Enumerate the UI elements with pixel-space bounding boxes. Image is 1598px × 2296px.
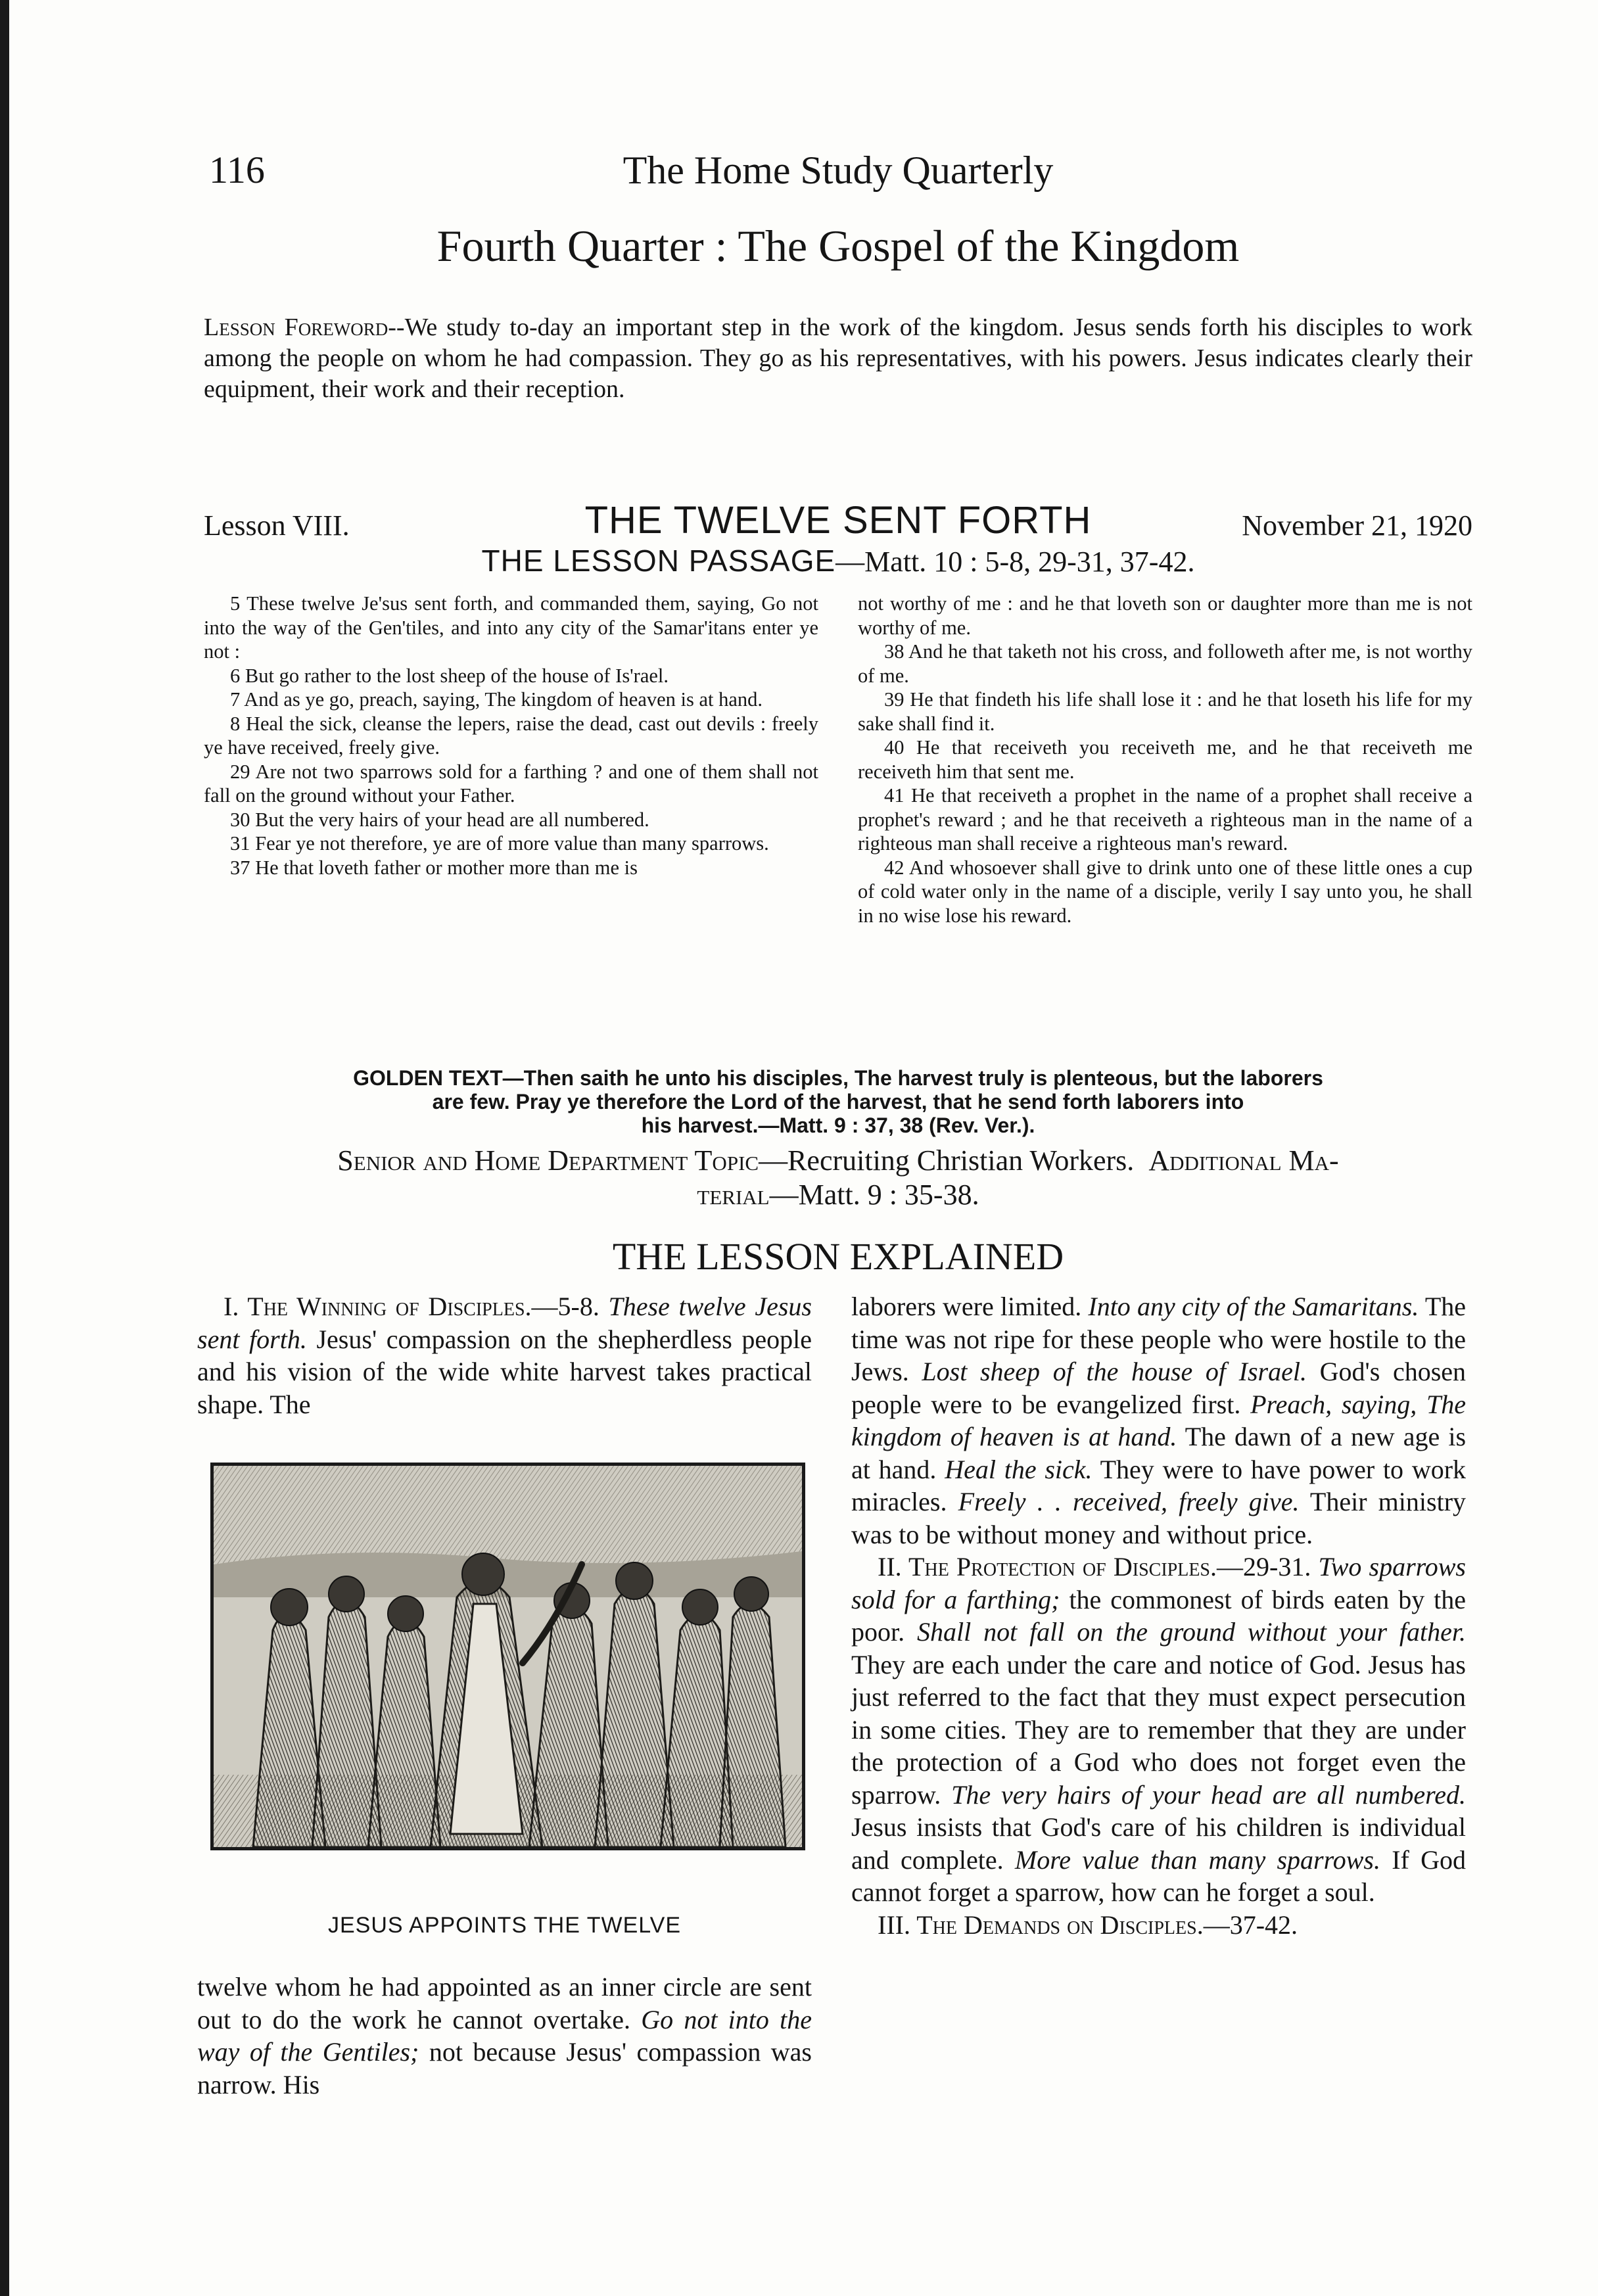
verse: 37 He that loveth father or mother more than me is — [230, 856, 638, 879]
binding-edge — [0, 0, 9, 2296]
body-text: laborers were limited. — [851, 1292, 1082, 1321]
quote: Freely . . received, freely give. — [958, 1487, 1300, 1516]
lesson-date: November 21, 1920 — [1242, 509, 1472, 542]
page-header — [197, 148, 1479, 200]
explained-column-right — [851, 1290, 1466, 1941]
verse: 42 And whosoever shall give to drink unto one of these little ones a cup of cold water only in the name of a disciple, verily I say unto you, he shall in no wise lose his reward. — [858, 856, 1472, 927]
quote: Shall not fall on the ground without your father. — [917, 1617, 1466, 1647]
additional-material-label: Additional Ma- — [1148, 1144, 1339, 1177]
verse: 39 He that findeth his life shall lose it : and he that loseth his life for my sake shall find it. — [858, 688, 1472, 735]
explained-column-left-bottom — [197, 1971, 812, 2101]
foreword-text: --We study to-day an important step in the work of the kingdom. Jesus sends forth his disciples to work among the people on whom he had compassion. They go as his representatives, with his powers. Jesus indicates clearly their equipment, their work and their reception. — [204, 314, 1473, 403]
quote: These twelve Jesus sent forth. — [197, 1292, 812, 1354]
body-text: Their ministry was to be without money and without price. — [851, 1487, 1467, 1549]
subsection-ref: —5-8. — [531, 1292, 599, 1321]
verse: 6 But go rather to the lost sheep of the house of Is'rael. — [230, 664, 669, 687]
verse: 8 Heal the sick, cleanse the lepers, raise the dead, cast out devils : freely ye have received, freely give. — [204, 712, 818, 759]
section-heading: THE LESSON EXPLAINED — [612, 1235, 1064, 1278]
verse: 30 But the very hairs of your head are all numbered. — [230, 808, 649, 831]
subsection-heading: I. The Winning of Disciples. — [223, 1292, 532, 1321]
page-number: 116 — [209, 149, 265, 191]
quote: Lost sheep of the house of Israel. — [922, 1357, 1307, 1386]
quote: Into any city of the Samaritans. — [1088, 1292, 1419, 1321]
foreword-label: Lesson Foreword — [204, 314, 388, 341]
body-text: They are each under the care and notice of God. Jesus has just referred to the fact that they must expect persecution in some cities. They are to remember that they are under the protection of a God who does not forget even the sparrow. — [851, 1649, 1466, 1810]
illustration-engraving — [210, 1463, 805, 1850]
verse: 5 These twelve Je'sus sent forth, and commanded them, saying, Go not into the way of the Gen'tiles, and into any city of the Samar'itans enter ye not : — [204, 592, 818, 663]
golden-text-line: GOLDEN TEXT—Then saith he unto his disciples, The harvest truly is plenteous, but the laborers — [353, 1066, 1323, 1090]
quote: The very hairs of your head are all numbered. — [951, 1779, 1466, 1810]
body-text: Jesus insists that God's care of his children is individual and complete. — [851, 1812, 1466, 1875]
illustration-art — [214, 1466, 802, 1847]
verse: 29 Are not two sparrows sold for a farthing ? and one of them shall not fall on the ground without your Father. — [204, 760, 818, 807]
passage-label: THE LESSON PASSAGE — [481, 544, 836, 578]
verse: 40 He that receiveth you receiveth me, and he that receiveth me receiveth him that sent me. — [858, 736, 1472, 783]
quarter-title: Fourth Quarter : The Gospel of the Kingdom — [436, 221, 1240, 271]
body-text: twelve whom he had appointed as an inner circle are sent out to do the work he cannot overtake. — [197, 1972, 812, 2034]
subsection-heading: III. The Demands on Disciples. — [878, 1909, 1204, 1940]
body-text: The time was not ripe for these people who were hostile to the Jews. — [851, 1292, 1466, 1386]
lesson-title: THE TWELVE SENT FORTH — [584, 499, 1092, 542]
body-text: If God cannot forget a sparrow, how can he forget a soul. — [851, 1844, 1466, 1907]
additional-material-ref: —Matt. 9 : 35-38. — [769, 1179, 979, 1211]
passage-ref: —Matt. 10 : 5-8, 29-31, 37-42. — [835, 546, 1195, 578]
lesson-number: Lesson VIII. — [204, 509, 350, 542]
additional-material-label-cont: terial — [697, 1179, 770, 1211]
quote: Preach, saying, The kingdom of heaven is at hand. — [851, 1389, 1467, 1451]
body-text: They were to have power to work miracles. — [851, 1454, 1467, 1516]
verse: 41 He that receiveth a prophet in the name of a prophet shall receive a prophet's reward ; and he that receiveth a righteous man in the name of a righteous man shall receive a righteous man's reward. — [858, 784, 1472, 855]
lesson-heading-row — [204, 496, 1472, 542]
golden-text-line: are few. Pray ye therefore the Lord of the harvest, that he send forth laborers into — [432, 1090, 1244, 1113]
verse: 38 And he that taketh not his cross, and followeth after me, is not worthy of me. — [858, 640, 1472, 687]
scripture-column-right — [858, 592, 1472, 927]
body-text: God's chosen people were to be evangelized first. — [851, 1357, 1467, 1419]
running-title: The Home Study Quarterly — [623, 149, 1054, 192]
subsection-heading: II. The Protection of Disciples. — [878, 1552, 1217, 1581]
department-topic — [197, 1144, 1479, 1212]
quote: Go not into the way of the Gentiles; — [197, 2004, 812, 2067]
body-text: The dawn of a new age is at hand. — [851, 1422, 1467, 1484]
scripture-passage — [204, 592, 1472, 1091]
quote: More value than many sparrows. — [1014, 1844, 1380, 1875]
golden-text — [197, 1066, 1479, 1137]
lesson-foreword — [204, 312, 1472, 405]
illustration-caption: JESUS APPOINTS THE TWELVE — [327, 1913, 682, 1938]
lesson-passage — [197, 543, 1479, 578]
topic-text: —Recruiting Christian Workers. — [759, 1144, 1135, 1177]
topic-label: Senior and Home Department Topic — [337, 1144, 759, 1177]
verse: 7 And as ye go, preach, saying, The kingdom of heaven is at hand. — [230, 688, 763, 711]
quote: Heal the sick. — [945, 1454, 1093, 1484]
body-text: the commonest of birds eaten by the poor. — [851, 1584, 1467, 1647]
subsection-ref: —37-42. — [1203, 1909, 1298, 1940]
verse: 31 Fear ye not therefore, ye are of more value than many sparrows. — [230, 832, 769, 855]
scripture-column-left — [204, 592, 818, 879]
body-text: Jesus' compassion on the shepherdless people and his vision of the wide white harvest takes practical shape. The — [197, 1324, 812, 1419]
verse-continuation: not worthy of me : and he that loveth son or daughter more than me is not worthy of me. — [858, 592, 1472, 639]
explained-column-left — [197, 1290, 812, 1420]
golden-text-line: his harvest.—Matt. 9 : 37, 38 (Rev. Ver.). — [641, 1113, 1035, 1137]
body-text: not because Jesus' compassion was narrow. His — [197, 2037, 812, 2099]
quote: Two sparrows sold for a farthing; — [851, 1552, 1466, 1614]
subsection-ref: —29-31. — [1217, 1552, 1311, 1581]
